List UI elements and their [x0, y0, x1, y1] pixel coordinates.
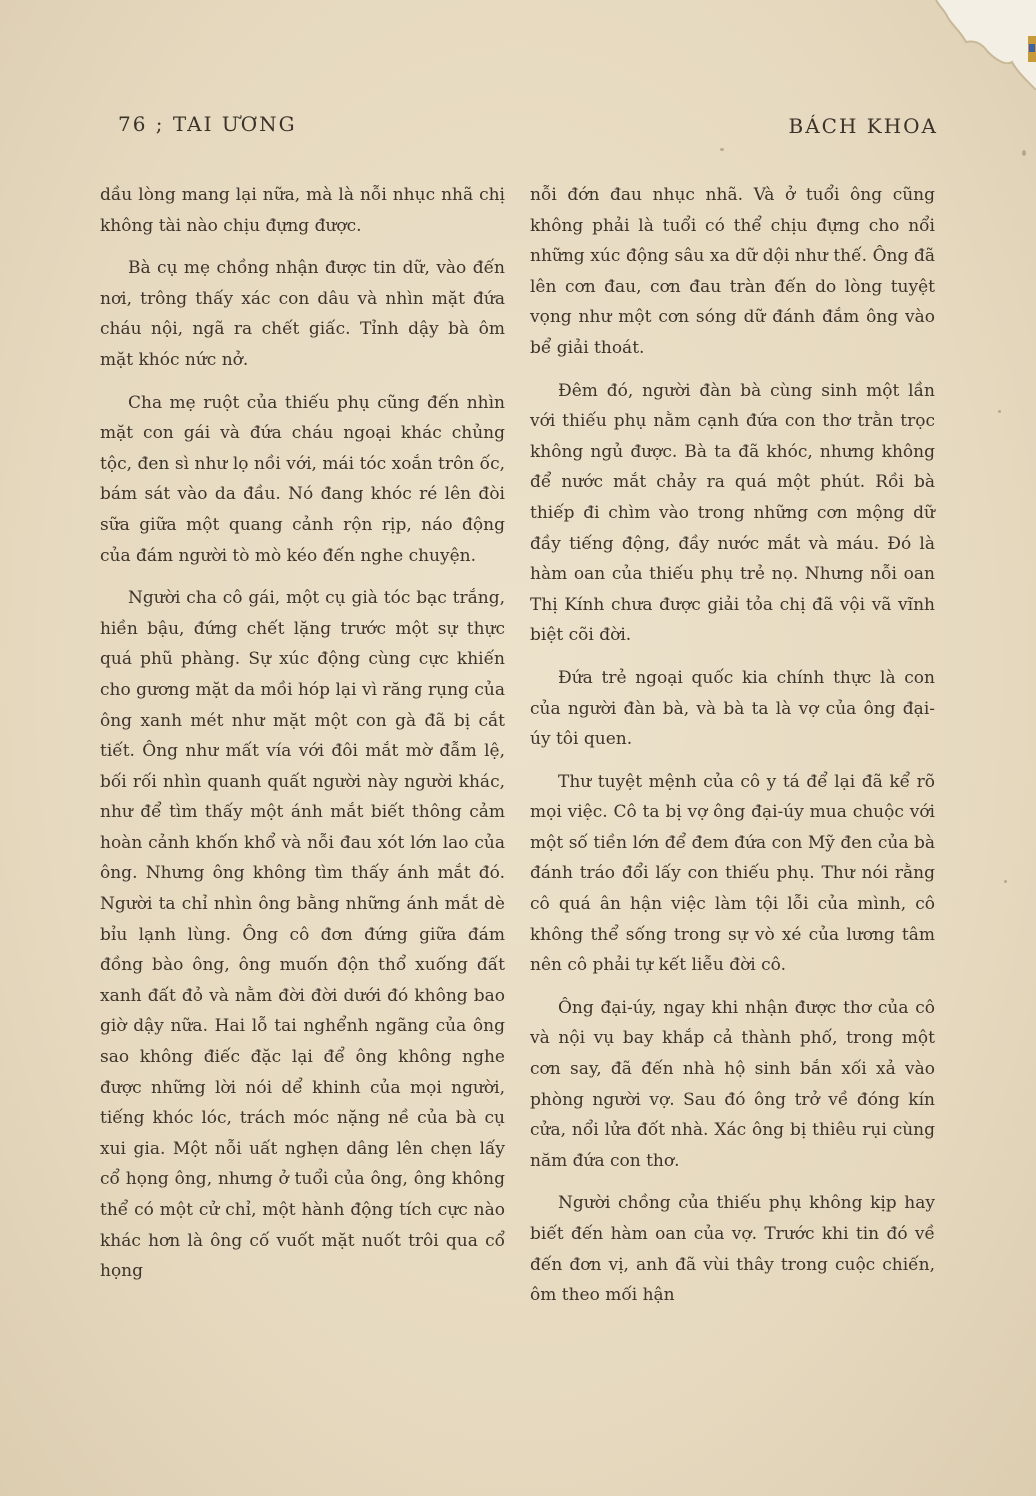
magazine-name: BÁCH KHOA [788, 114, 938, 138]
paragraph: Cha mẹ ruột của thiếu phụ cũng đến nhìn mặt con gái và đứa cháu ngoại khác chủng tộc, đen sì như lọ nồi với, mái tóc xoắn trôn ốc, bám sát vào da đầu. Nó đang khóc ré lên đòi sữa giữa một quang cảnh rộn rịp, náo động của đám người tò mò kéo đến nghe chuyện. [100, 392, 505, 566]
paragraph: nỗi đớn đau nhục nhã. Và ở tuổi ông cũng không phải là tuổi có thể chịu đựng cho nổi những xúc động sâu xa dữ dội như thế. Ông đã lên cơn đau, cơn đau tràn đến do lòng tuyệt vọng như một cơn sóng dữ đánh đắm ông vào bể giải thoát. [530, 185, 935, 358]
running-header-left [118, 112, 297, 136]
paper-speck [1004, 880, 1007, 883]
page-number: 76 [118, 112, 148, 136]
paragraph: dầu lòng mang lại nữa, mà là nỗi nhục nhã chị không tài nào chịu đựng được. [100, 185, 505, 236]
paper-speck [1022, 150, 1026, 156]
paragraph: Người chồng của thiếu phụ không kịp hay biết đến hàm oan của vợ. Trước khi tin đó về đến đơn vị, anh đã vùi thây trong cuộc chiến, ôm theo mối hận [530, 1193, 935, 1306]
article-title: TAI ƯƠNG [172, 112, 297, 136]
paragraph: Đêm đó, người đàn bà cùng sinh một lần với thiếu phụ nằm cạnh đứa con thơ trằn trọc không ngủ được. Bà ta đã khóc, nhưng không để nước mắt chảy ra quá một phút. Rồi bà thiếp đi chìm vào trong những cơn mộng dữ đầy tiếng động, đầy nước mắt và máu. Đó là hàm oan của thiếu phụ trẻ nọ. Nhưng nỗi oan Thị Kính chưa được giải tỏa chị đã vội vã vĩnh biệt cõi đời. [530, 380, 935, 646]
paragraph: Thư tuyệt mệnh của cô y tá để lại đã kể rõ mọi việc. Cô ta bị vợ ông đại-úy mua chuộc với một số tiền lớn để đem đứa con Mỹ đen của bà đánh tráo đổi lấy con thiếu phụ. Thư nói rằng cô quá ân hận việc làm tội lỗi của mình, cô không thể sống trong sự vò xé của lương tâm nên cô phải tự kết liễu đời cô. [530, 771, 935, 976]
paper-speck [998, 410, 1001, 413]
torn-corner [916, 0, 1036, 90]
text-column-left [100, 180, 505, 1299]
paragraph: Bà cụ mẹ chồng nhận được tin dữ, vào đến nơi, trông thấy xác con dâu và nhìn mặt đứa cháu nội, ngã ra chết giấc. Tỉnh dậy bà ôm mặt khóc nức nở. [100, 258, 505, 370]
paragraph: Người cha cô gái, một cụ già tóc bạc trắng, hiền bậu, đứng chết lặng trước một sự thực quá phũ phàng. Sự xúc động cùng cực khiến cho gương mặt da mồi hóp lại vì răng rụng của ông xanh mét như mặt một con gà đã bị cắt tiết. Ông như mất vía với đôi mắt mờ đẫm lệ, bối rối nhìn quanh quất người này người khác, như để tìm thấy một ánh mắt biết thông cảm hoàn cảnh khốn khổ và nỗi đau xót lớn lao của ông. Nhưng ông không tìm thấy ánh mắt đó. Người ta chỉ nhìn ông bằng những ánh mắt dè bỉu lạnh lùng. Ông cô đơn đứng giữa đám đồng bào ông, ông muốn độn thổ xuống đất xanh đất đỏ và nằm đời đời dưới đó không bao giờ dậy nữa. Hai lỗ tai nghểnh ngãng của ông sao không điếc đặc lại để ông không nghe được những lời nói dể khinh của mọi người, tiếng khóc lóc, trách móc nặng nề của bà cụ xui gia. Một nỗi uất nghẹn dâng lên chẹn lấy cổ họng ông, nhưng ở tuổi của ông, ông không thể có một cử chỉ, một hành động tích cực nào khác hơn là ông cố vuốt mặt nuốt trôi qua cổ họng [100, 588, 505, 1282]
header-separator: ; [147, 112, 173, 136]
paper-speck [720, 148, 724, 151]
text-column-right [530, 180, 935, 1323]
paragraph: Ông đại-úy, ngay khi nhận được thơ của cô và nội vụ bay khắp cả thành phố, trong một cơn say, đã đến nhà hộ sinh bắn xối xả vào phòng người vợ. Sau đó ông trở về đóng kín cửa, nổi lửa đốt nhà. Xác ông bị thiêu rụi cùng năm đứa con thơ. [530, 997, 935, 1171]
paragraph: Đứa trẻ ngoại quốc kia chính thực là con của người đàn bà, và bà ta là vợ của ông đại-úy tôi quen. [530, 667, 935, 750]
